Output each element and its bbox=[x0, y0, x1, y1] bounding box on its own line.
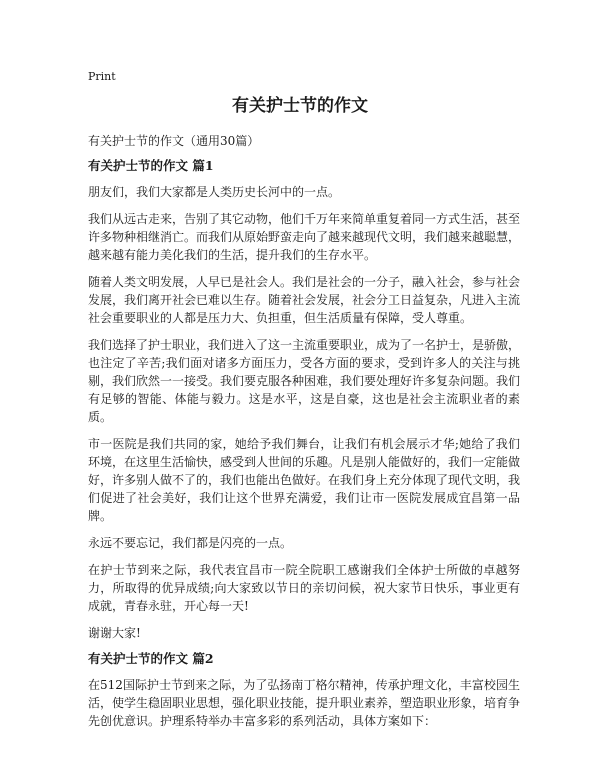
paragraph: 朋友们，我们大家都是人类历史长河中的一点。 bbox=[88, 185, 341, 199]
paragraph: 随着人类文明发展，人早已是社会人。我们是社会的一分子，融入社会，参与社会发展，我们离开社会已难以生存。随着社会发展，社会分工日益复杂，凡进入主流社会重要职业的人都是压力大、负担重，但生活质量有保障，受人尊重。 bbox=[88, 275, 521, 325]
paragraph: 我们从远古走来，告别了其它动物，他们千万年来简单重复着同一方式生活，甚至许多物种相继消亡。而我们从原始野蛮走向了越来越现代文明，我们越来越聪慧，越来越有能力美化我们的生活，提升我们的生存水平。 bbox=[88, 212, 521, 262]
document-title: 有关护士节的作文 bbox=[232, 96, 368, 116]
paragraph: 在护士节到来之际，我代表宜昌市一院全院职工感谢我们全体护士所做的卓越努力，所取得的优异成绩;向大家致以节日的亲切问候，祝大家节日快乐，事业更有成就，青春永驻，开心每一天! bbox=[88, 563, 520, 613]
paragraph: 谢谢大家! bbox=[88, 626, 141, 640]
section-heading: 有关护士节的作文 篇2 bbox=[88, 651, 214, 666]
paragraph: 在512国际护士节到来之际，为了弘扬南丁格尔精神，传承护理文化，丰富校园生活，使学生稳固职业思想，强化职业技能，提升职业素养，塑造职业形象，培育争先创优意识。护理系特举办丰富多彩的系列活动，具体方案如下： bbox=[88, 678, 521, 728]
document-subtitle: 有关护士节的作文（通用30篇） bbox=[88, 134, 260, 148]
document-body bbox=[88, 133, 520, 739]
paragraph: 市一医院是我们共同的家，她给予我们舞台，让我们有机会展示才华;她给了我们环境，在这里生活愉快，感受到人世间的乐趣。凡是别人能做好的，我们一定能做好，许多别人做不了的，我们也能出色做好。在我们身上充分体现了现代文明，我们促进了社会美好，我们让这个世界充满爱，我们让市一医院发展成宜昌第一品牌。 bbox=[88, 437, 521, 523]
print-label[interactable]: Print bbox=[88, 70, 116, 83]
paragraph: 我们选择了护士职业，我们进入了这一主流重要职业，成为了一名护士，是骄傲，也注定了辛苦;我们面对诸多方面压力，受各方面的要求，受到许多人的关注与挑剔，我们欣然一一接受。我们要克服各种困难，我们要处理好许多复杂问题。我们有足够的智能、体能与毅力。这是水平，这是自豪，这也是社会主流职业者的素质。 bbox=[88, 338, 521, 424]
section-heading: 有关护士节的作文 篇1 bbox=[88, 158, 214, 173]
paragraph: 永远不要忘记，我们都是闪亮的一点。 bbox=[88, 536, 293, 550]
